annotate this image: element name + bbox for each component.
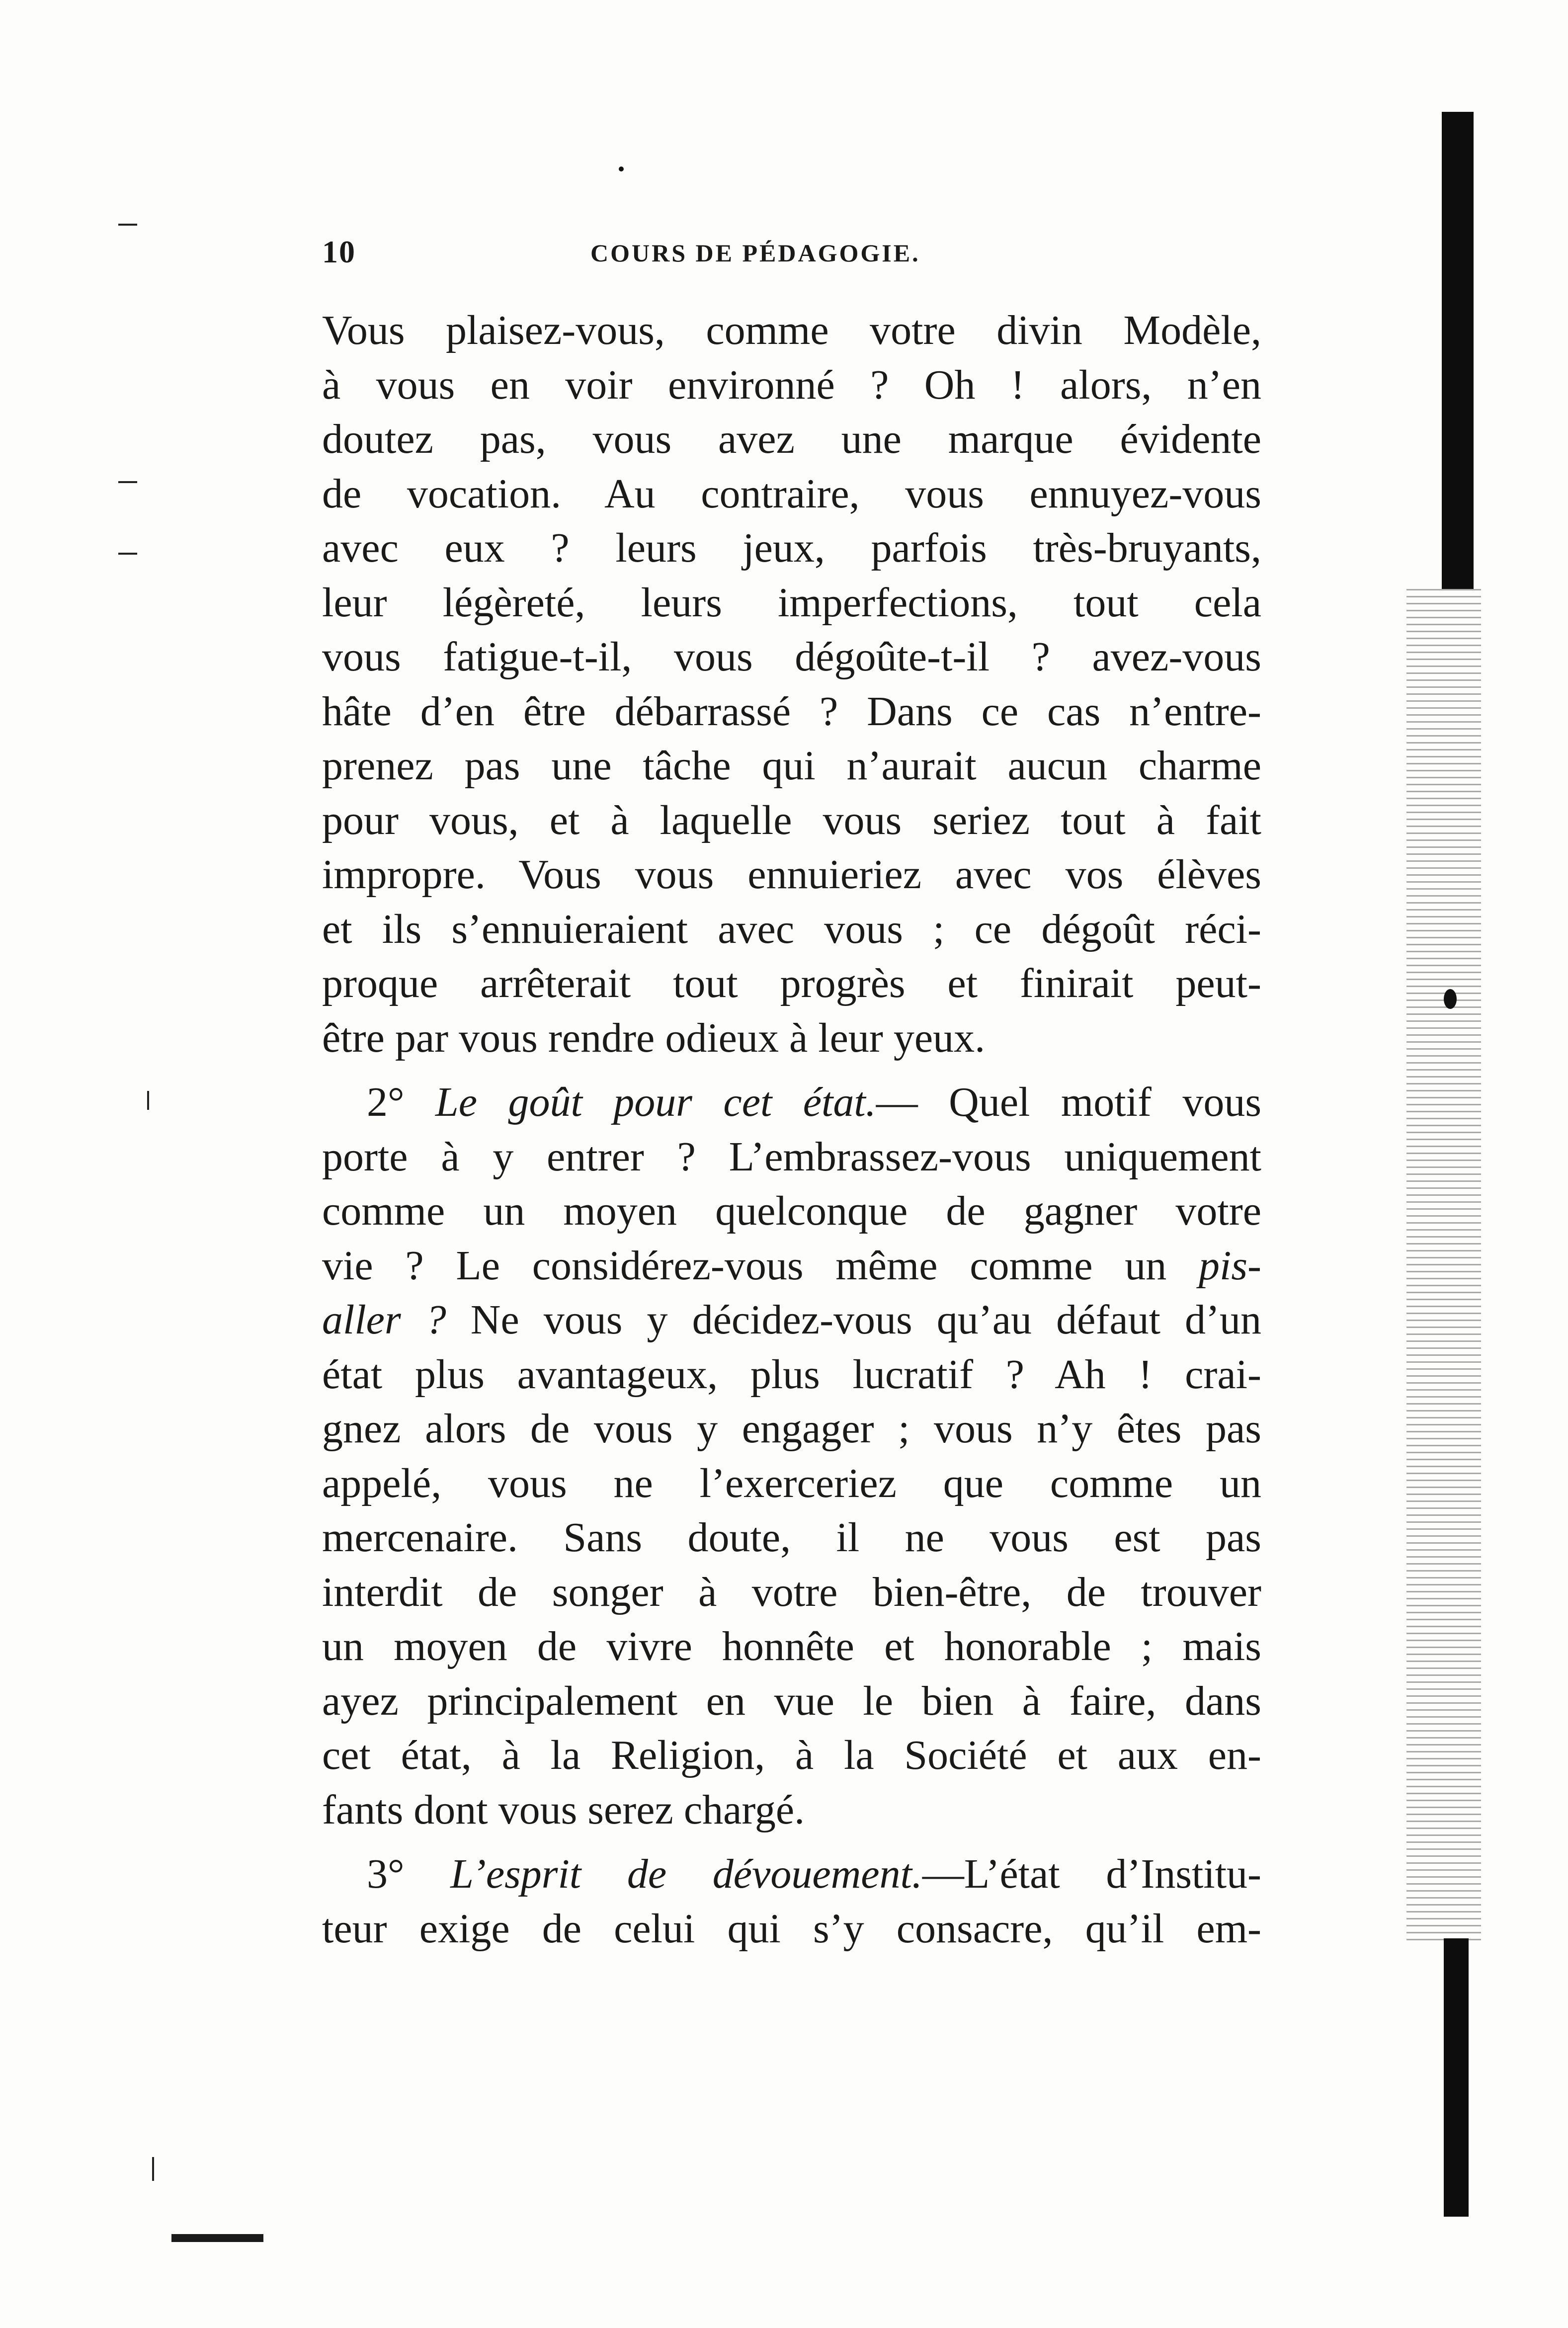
italic-term: pis- xyxy=(1199,1242,1262,1289)
page-number: 10 xyxy=(322,234,356,269)
section-heading-line xyxy=(322,1847,1261,1902)
text-line: doutez pas, vous avez une marque évidente xyxy=(322,416,1261,462)
text-run: vie ? Le considérez-vous même comme un xyxy=(322,1242,1167,1289)
margin-mark xyxy=(118,224,137,226)
text-line: ayez principalement en vue le bien à faire, dans xyxy=(322,1677,1261,1724)
margin-mark xyxy=(118,481,137,483)
text-line xyxy=(322,1239,1261,1293)
text-line: leur légèreté, leurs imperfections, tout cela xyxy=(322,579,1261,626)
text-line: mercenaire. Sans doute, il ne vous est pas xyxy=(322,1514,1261,1561)
section-heading-line xyxy=(322,1075,1261,1130)
text-line: à vous en voir environné ? Oh ! alors, n’en xyxy=(322,361,1261,408)
body-text xyxy=(322,303,1261,1956)
text-line: et ils s’ennuieraient avec vous ; ce dégoût réci- xyxy=(322,906,1261,952)
text-line: de vocation. Au contraire, vous ennuyez-vous xyxy=(322,470,1261,517)
scan-bottom-mark xyxy=(171,2234,263,2242)
scan-edge-shadow-bottom xyxy=(1444,1938,1469,2217)
section-heading: Le goût pour cet état. xyxy=(435,1079,876,1125)
paragraph-1 xyxy=(322,303,1261,1065)
scan-speck xyxy=(619,166,624,171)
section-number: 3° xyxy=(367,1851,405,1897)
margin-mark xyxy=(147,1091,149,1110)
text-line: interdit de songer à votre bien-être, de trouver xyxy=(322,1569,1261,1615)
page-header xyxy=(322,234,1266,278)
text-run: —L’état d’Institu- xyxy=(922,1851,1262,1897)
text-line: Vous plaisez-vous, comme votre divin Modèle, xyxy=(322,307,1261,353)
text-line: proque arrêterait tout progrès et finirait peut- xyxy=(322,960,1261,1006)
scan-speck xyxy=(1444,989,1457,1009)
text-line: gnez alors de vous y engager ; vous n’y êtes pas xyxy=(322,1406,1261,1452)
italic-term: aller ? xyxy=(322,1297,446,1343)
text-run: Ne vous y décidez-vous qu’au défaut d’un xyxy=(470,1297,1262,1343)
text-line: appelé, vous ne l’exerceriez que comme un xyxy=(322,1460,1261,1506)
scan-edge-speckle xyxy=(1406,589,1481,1941)
text-line xyxy=(322,1293,1261,1347)
text-line: cet état, à la Religion, à la Société et aux en- xyxy=(322,1732,1261,1778)
text-line: fants dont vous serez chargé. xyxy=(322,1786,805,1833)
text-line: teur exige de celui qui s’y consacre, qu’il em- xyxy=(322,1905,1261,1952)
text-line: porte à y entrer ? L’embrassez-vous uniquement xyxy=(322,1133,1261,1180)
text-line: vous fatigue-t-il, vous dégoûte-t-il ? avez-vous xyxy=(322,634,1261,680)
scan-edge-shadow xyxy=(1442,112,1474,589)
text-line: prenez pas une tâche qui n’aurait aucun charme xyxy=(322,743,1261,789)
paragraph-2 xyxy=(322,1075,1261,1837)
text-line: être par vous rendre odieux à leur yeux. xyxy=(322,1014,986,1061)
text-run: — Quel motif vous xyxy=(876,1079,1262,1125)
text-line: impropre. Vous vous ennuieriez avec vos élèves xyxy=(322,851,1261,898)
paragraph-3 xyxy=(322,1847,1261,1956)
text-line: un moyen de vivre honnête et honorable ; mais xyxy=(322,1623,1261,1669)
text-line: état plus avantageux, plus lucratif ? Ah ! crai- xyxy=(322,1351,1261,1398)
text-line: comme un moyen quelconque de gagner votre xyxy=(322,1188,1261,1234)
margin-mark xyxy=(118,553,137,555)
section-heading: L’esprit de dévouement. xyxy=(450,1851,922,1897)
margin-mark xyxy=(152,2157,154,2181)
text-line: avec eux ? leurs jeux, parfois très-bruyants, xyxy=(322,525,1261,571)
text-line: hâte d’en être débarrassé ? Dans ce cas n’entre- xyxy=(322,688,1261,735)
section-number: 2° xyxy=(367,1079,405,1125)
text-line: pour vous, et à laquelle vous seriez tout à fait xyxy=(322,797,1261,843)
running-title: COURS DE PÉDAGOGIE. xyxy=(590,239,920,267)
